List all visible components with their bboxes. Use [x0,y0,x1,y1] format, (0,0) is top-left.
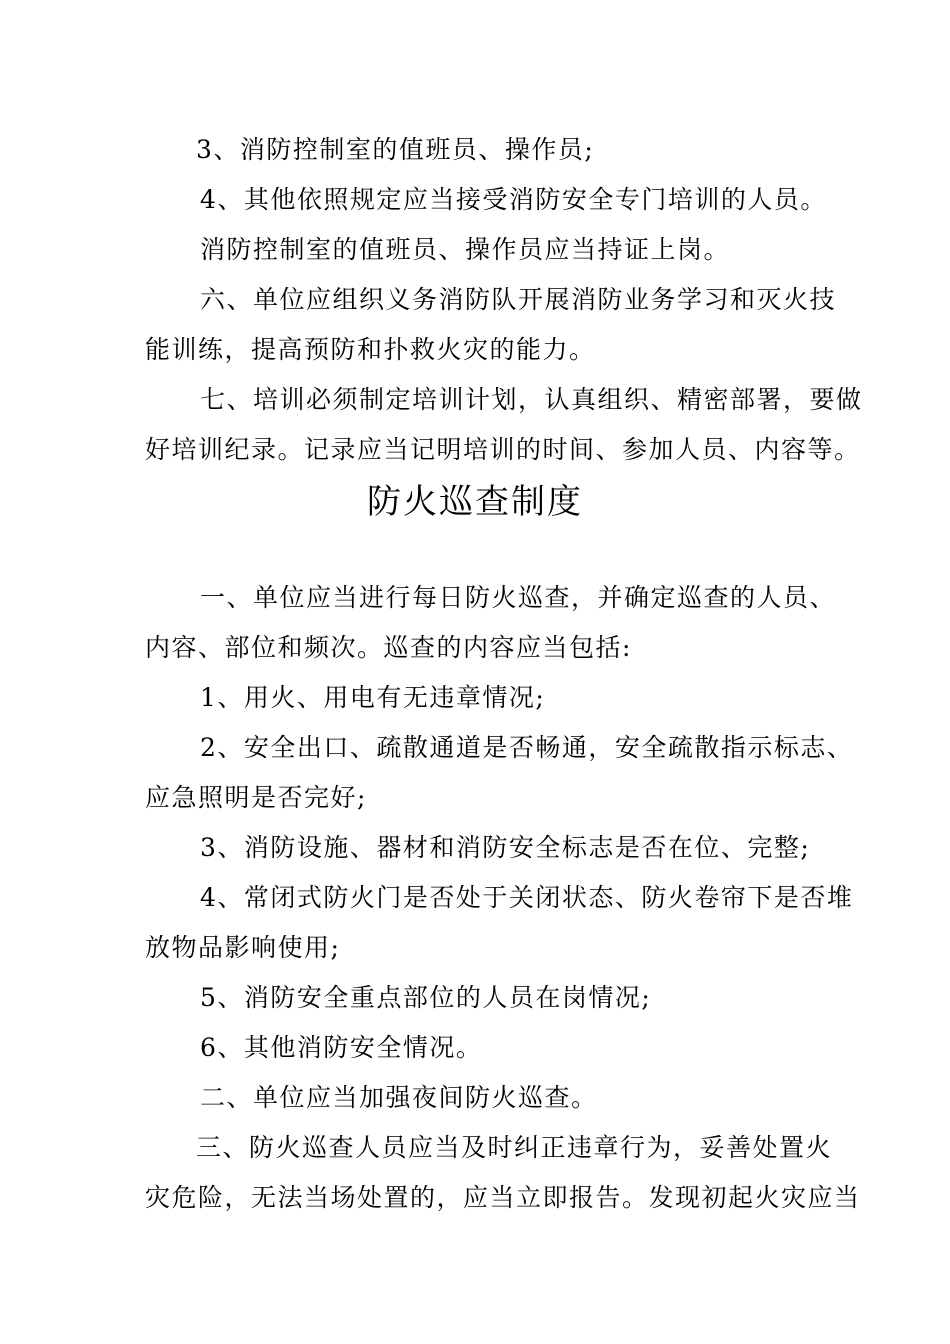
text-line: 七、培训必须制定培训计划，认真组织、精密部署，要做 [200,385,863,414]
text-line: 5、消防安全重点部位的人员在岗情况; [200,983,652,1012]
text-line: 六、单位应组织义务消防队开展消防业务学习和灭火技 [200,285,837,314]
text-line: 一、单位应当进行每日防火巡查，并确定巡查的人员、 [200,583,837,612]
text-line: 好培训纪录。记录应当记明培训的时间、参加人员、内容等。 [145,435,861,464]
text-line: 放物品影响使用; [145,933,341,962]
text-line: 应急照明是否完好; [145,783,367,812]
text-line: 消防控制室的值班员、操作员应当持证上岗。 [200,235,731,264]
text-line: 6、其他消防安全情况。 [200,1033,483,1062]
text-line: 1、用火、用电有无违章情况; [200,683,546,712]
text-line: 3、消防控制室的值班员、操作员; [196,135,595,164]
text-line: 2、安全出口、疏散通道是否畅通，安全疏散指示标志、 [200,733,854,762]
text-line: 三、防火巡查人员应当及时纠正违章行为，妥善处置火 [196,1133,833,1162]
text-line: 灾危险，无法当场处置的，应当立即报告。发现初起火灾应当 [145,1183,861,1212]
text-line: 能训练，提高预防和扑救火灾的能力。 [145,335,596,364]
text-line: 4、其他依照规定应当接受消防安全专门培训的人员。 [200,185,827,214]
section-title: 防火巡查制度 [367,482,583,522]
text-line: 二、单位应当加强夜间防火巡查。 [200,1083,598,1112]
text-line: 3、消防设施、器材和消防安全标志是否在位、完整; [200,833,811,862]
text-line: 4、常闭式防火门是否处于关闭状态、防火卷帘下是否堆 [200,883,854,912]
text-line: 内容、部位和频次。巡查的内容应当包括: [145,633,632,662]
